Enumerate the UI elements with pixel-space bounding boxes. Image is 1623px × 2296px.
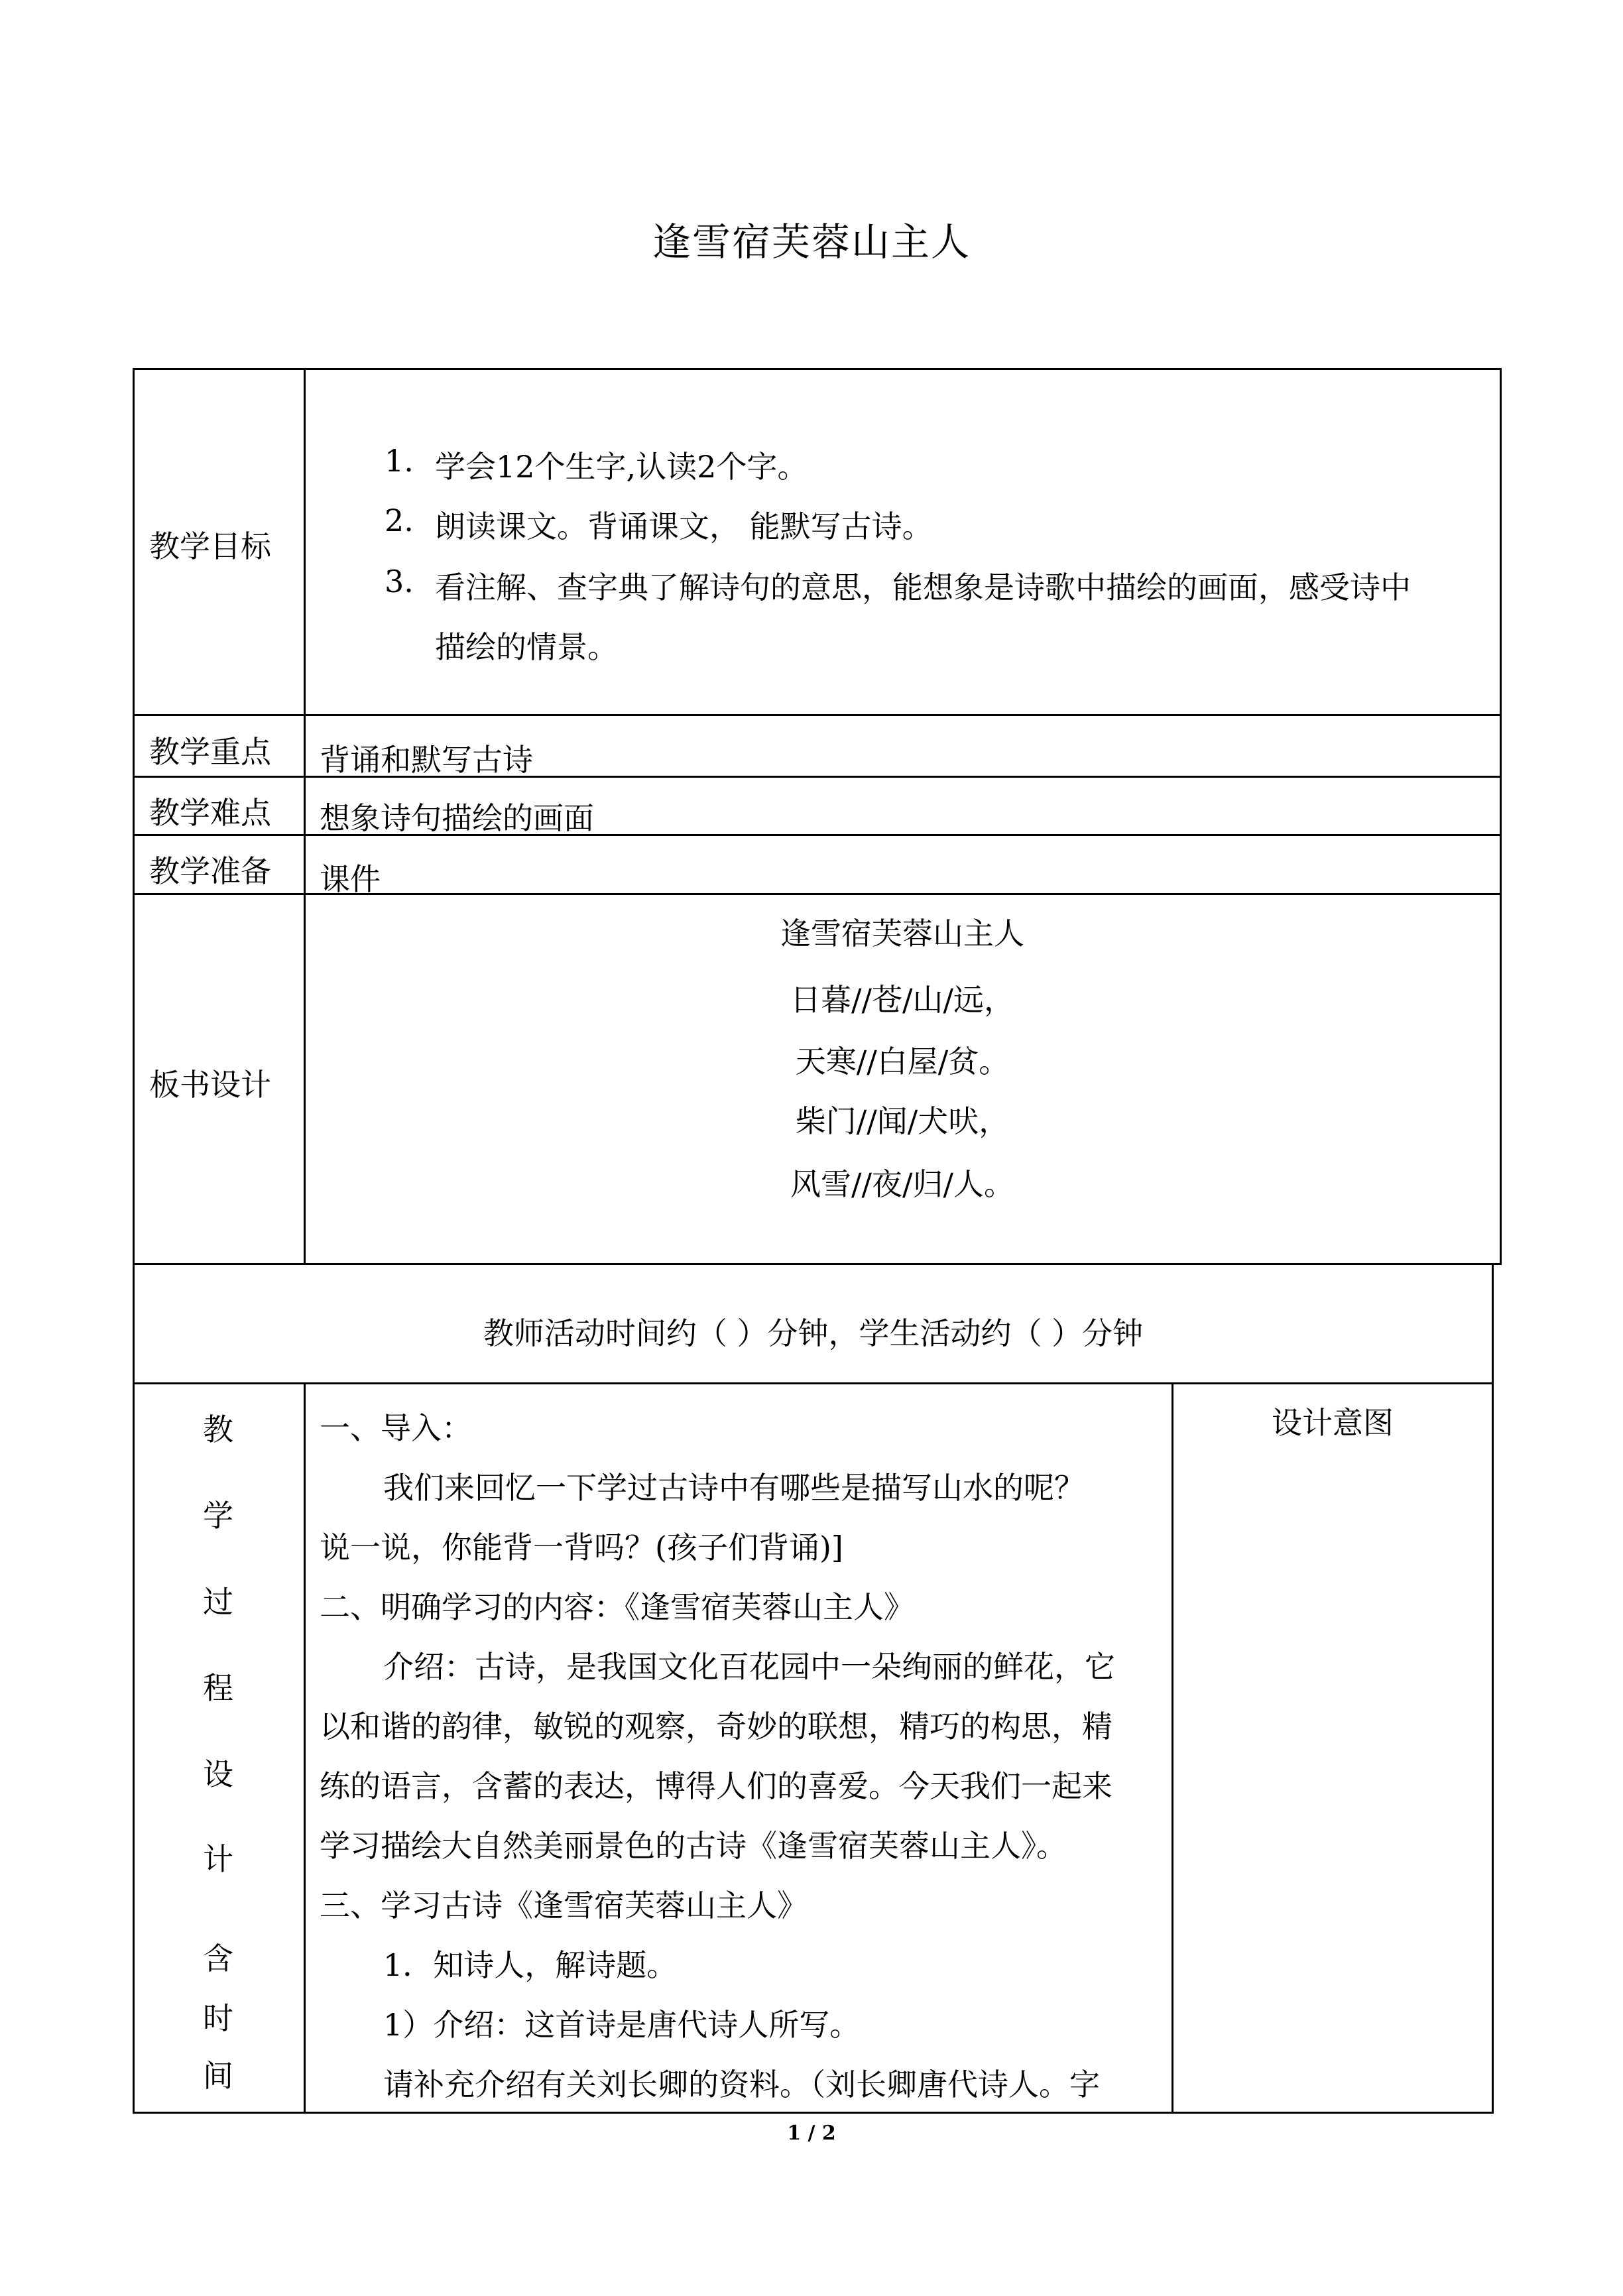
process-line: 请补充介绍有关刘长卿的资料。（刘长卿唐代诗人。字 [383,2067,1100,2102]
process-line: 1．知诗人，解诗题。 [383,1947,678,1983]
process-label-char: 设 [203,1756,233,1792]
process-line: 学习描绘大自然美丽景色的古诗《逢雪宿芙蓉山主人》。 [320,1828,1067,1864]
preparation-label: 教学准备 [149,853,271,889]
key-point-label: 教学重点 [149,734,271,770]
objectives-label: 教学目标 [149,528,271,564]
board-line: 柴门//闻/犬吠， [795,1103,1010,1139]
objective-number: 2. [385,503,414,538]
process-label-char: 学 [203,1498,233,1534]
process-label-char: 程 [203,1670,233,1706]
objective-number: 3. [385,564,414,599]
objective-text: 学会12个生字,认读2个字。 [435,449,808,485]
process-label-char: 时 [203,2000,233,2036]
board-line: 风雪//夜/归/人。 [790,1166,1014,1202]
process-line: 1）介绍：这首诗是唐代诗人所写。 [383,2007,861,2043]
page-title: 逢雪宿芙蓉山主人 [652,219,971,265]
process-line: 二、明确学习的内容：《逢雪宿芙蓉山主人》 [320,1589,914,1625]
difficulty-label: 教学难点 [149,795,271,831]
key-point-value: 背诵和默写古诗 [320,742,533,778]
process-line: 练的语言，含蓄的表达，博得人们的喜爱。今天我们一起来 [320,1768,1112,1804]
process-label-char: 过 [203,1584,233,1620]
objective-text: 看注解、查字典了解诗句的意思，能想象是诗歌中描绘的画面，感受诗中 [435,570,1411,605]
objective-text: 朗读课文。背诵课文， 能默写古诗。 [435,509,933,544]
process-line: 我们来回忆一下学过古诗中有哪些是描写山水的呢？ [383,1470,1085,1506]
process-line: 说一说，你能背一背吗？(孩子们背诵)] [320,1530,843,1565]
process-label-char: 间 [203,2058,233,2094]
process-line: 介绍：古诗，是我国文化百花园中一朵绚丽的鲜花，它 [383,1649,1115,1685]
activity-time-row: 教师活动时间约（ ）分钟，学生活动约（ ）分钟 [483,1315,1144,1351]
objective-text-continued: 描绘的情景。 [435,629,618,665]
design-intent-label: 设计意图 [1272,1405,1394,1441]
board-heading: 逢雪宿芙蓉山主人 [780,916,1024,951]
board-line: 日暮//苍/山/远， [790,982,1014,1018]
process-label-char: 计 [203,1841,233,1877]
objective-number: 1. [385,443,414,479]
board-design-label: 板书设计 [149,1067,271,1103]
preparation-value: 课件 [320,861,381,897]
process-label-char: 教 [203,1412,233,1447]
board-line: 天寒//白屋/贫。 [795,1044,1010,1079]
process-line: 一、导入： [320,1410,472,1446]
page-number: 1 / 2 [787,2122,836,2145]
process-label-char: 含 [203,1941,233,1976]
process-line: 三、学习古诗《逢雪宿芙蓉山主人》 [320,1888,808,1923]
process-line: 以和谐的韵律，敏锐的观察，奇妙的联想，精巧的构思，精 [320,1709,1112,1744]
difficulty-value: 想象诗句描绘的画面 [320,800,594,836]
